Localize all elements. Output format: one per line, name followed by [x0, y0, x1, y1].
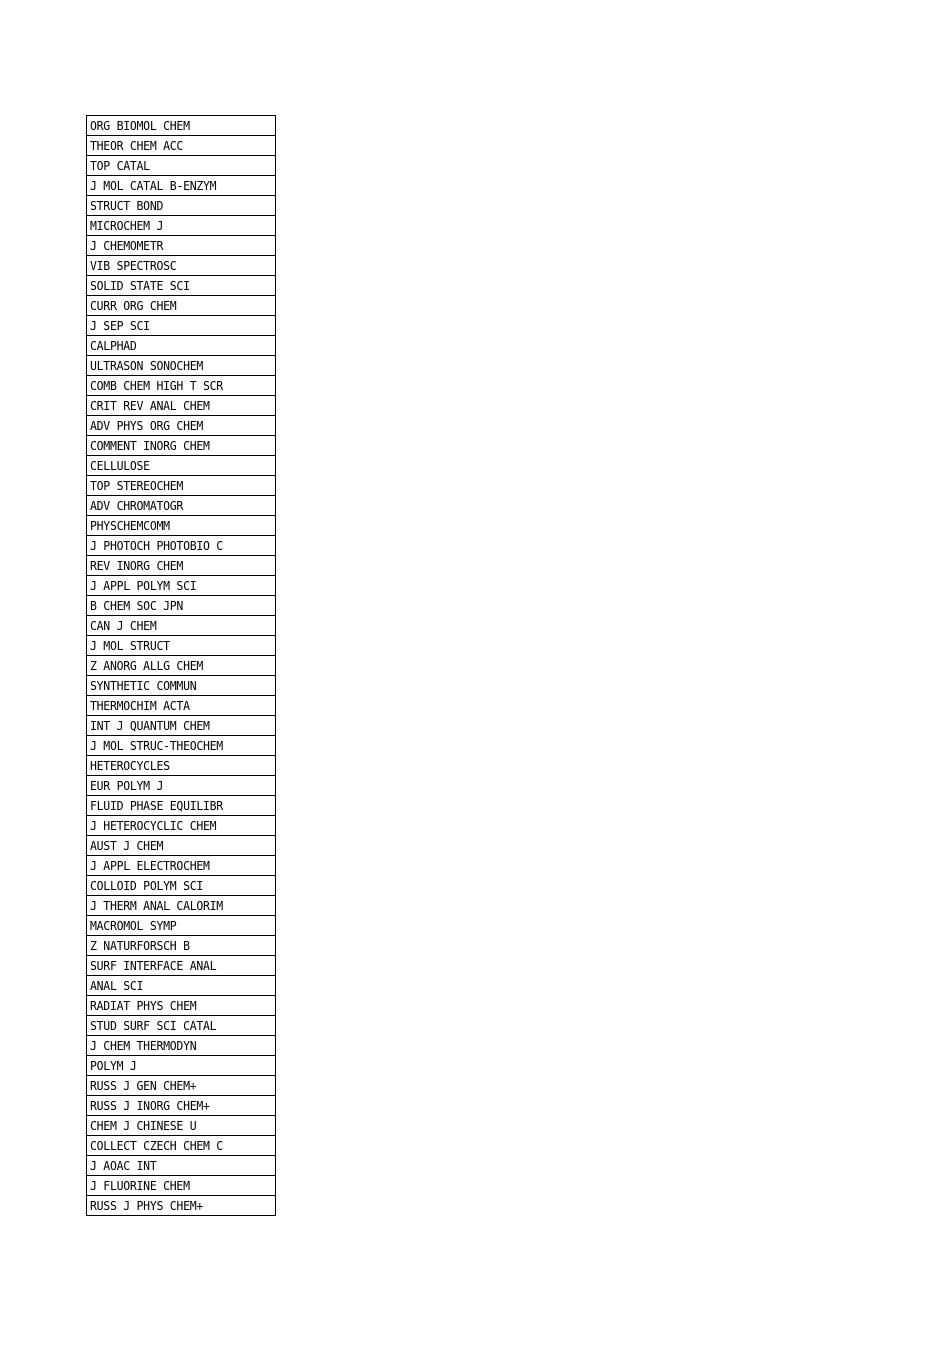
table-row[interactable] [87, 696, 275, 716]
table-row[interactable] [87, 856, 275, 876]
journal-name-cell: J MOL STRUCT [90, 638, 170, 653]
table-row[interactable] [87, 736, 275, 756]
table-row[interactable] [87, 956, 275, 976]
journal-name-cell: CELLULOSE [90, 458, 150, 473]
table-row[interactable] [87, 496, 275, 516]
journal-name-cell: VIB SPECTROSC [90, 258, 177, 273]
table-row[interactable] [87, 296, 275, 316]
table-row[interactable] [87, 416, 275, 436]
journal-name-cell: INT J QUANTUM CHEM [90, 718, 210, 733]
journal-name-cell: J FLUORINE CHEM [90, 1178, 190, 1193]
journal-name-cell: J APPL ELECTROCHEM [90, 858, 210, 873]
table-row[interactable] [87, 816, 275, 836]
journal-name-cell: Z NATURFORSCH B [90, 938, 190, 953]
table-row[interactable] [87, 756, 275, 776]
table-row[interactable] [87, 676, 275, 696]
journal-name-cell: J MOL CATAL B-ENZYM [90, 178, 217, 193]
table-row[interactable] [87, 976, 275, 996]
table-row[interactable] [87, 216, 275, 236]
table-row[interactable] [87, 896, 275, 916]
journal-name-cell: TOP CATAL [90, 158, 150, 173]
journal-name-cell: TOP STEREOCHEM [90, 478, 184, 493]
table-row[interactable] [87, 1096, 275, 1116]
journal-name-cell: ADV CHROMATOGR [90, 498, 184, 513]
journal-name-cell: J THERM ANAL CALORIM [90, 898, 223, 913]
journal-name-cell: ADV PHYS ORG CHEM [90, 418, 204, 433]
journal-name-cell: RUSS J GEN CHEM+ [90, 1078, 197, 1093]
journal-name-cell: J MOL STRUC-THEOCHEM [90, 738, 223, 753]
table-row[interactable] [87, 1156, 275, 1176]
table-row[interactable] [87, 836, 275, 856]
journal-name-cell: POLYM J [90, 1058, 137, 1073]
journal-name-cell: MICROCHEM J [90, 218, 164, 233]
table-row[interactable] [87, 116, 275, 136]
table-row[interactable] [87, 516, 275, 536]
journal-name-cell: PHYSCHEMCOMM [90, 518, 170, 533]
journal-name-cell: RADIAT PHYS CHEM [90, 998, 197, 1013]
table-row[interactable] [87, 136, 275, 156]
journal-name-cell: MACROMOL SYMP [90, 918, 177, 933]
table-row[interactable] [87, 236, 275, 256]
journal-name-cell: J HETEROCYCLIC CHEM [90, 818, 217, 833]
journal-name-cell: ANAL SCI [90, 978, 144, 993]
table-row[interactable] [87, 456, 275, 476]
journal-name-cell: COLLOID POLYM SCI [90, 878, 204, 893]
table-row[interactable] [87, 1056, 275, 1076]
journal-name-cell: FLUID PHASE EQUILIBR [90, 798, 223, 813]
table-row[interactable] [87, 1016, 275, 1036]
journal-name-cell: Z ANORG ALLG CHEM [90, 658, 204, 673]
journal-name-cell: CRIT REV ANAL CHEM [90, 398, 210, 413]
journal-name-cell: J PHOTOCH PHOTOBIO C [90, 538, 223, 553]
table-row[interactable] [87, 196, 275, 216]
table-row[interactable] [87, 256, 275, 276]
journal-name-cell: STUD SURF SCI CATAL [90, 1018, 217, 1033]
table-row[interactable] [87, 156, 275, 176]
table-row[interactable] [87, 596, 275, 616]
table-row[interactable] [87, 996, 275, 1016]
journal-name-cell: COMMENT INORG CHEM [90, 438, 210, 453]
journal-name-cell: J CHEM THERMODYN [90, 1038, 197, 1053]
table-row[interactable] [87, 796, 275, 816]
journal-table [86, 115, 276, 1216]
journal-name-cell: J CHEMOMETR [90, 238, 164, 253]
table-row[interactable] [87, 476, 275, 496]
table-row[interactable] [87, 916, 275, 936]
journal-name-cell: CALPHAD [90, 338, 137, 353]
table-row[interactable] [87, 536, 275, 556]
table-row[interactable] [87, 436, 275, 456]
journal-name-cell: THERMOCHIM ACTA [90, 698, 190, 713]
journal-name-cell: COLLECT CZECH CHEM C [90, 1138, 223, 1153]
table-row[interactable] [87, 1176, 275, 1196]
journal-name-cell: HETEROCYCLES [90, 758, 170, 773]
table-row[interactable] [87, 376, 275, 396]
journal-name-cell: COMB CHEM HIGH T SCR [90, 378, 223, 393]
journal-name-cell: REV INORG CHEM [90, 558, 184, 573]
journal-name-cell: CURR ORG CHEM [90, 298, 177, 313]
table-row[interactable] [87, 656, 275, 676]
table-row[interactable] [87, 276, 275, 296]
table-row[interactable] [87, 1036, 275, 1056]
table-row[interactable] [87, 1076, 275, 1096]
journal-name-cell: J APPL POLYM SCI [90, 578, 197, 593]
journal-name-cell: RUSS J INORG CHEM+ [90, 1098, 210, 1113]
table-row[interactable] [87, 556, 275, 576]
table-row[interactable] [87, 396, 275, 416]
journal-name-cell: AUST J CHEM [90, 838, 164, 853]
table-row[interactable] [87, 936, 275, 956]
table-row[interactable] [87, 616, 275, 636]
journal-name-cell: ORG BIOMOL CHEM [90, 118, 190, 133]
journal-name-cell: J SEP SCI [90, 318, 150, 333]
table-row[interactable] [87, 336, 275, 356]
journal-name-cell: RUSS J PHYS CHEM+ [90, 1198, 204, 1213]
table-row[interactable] [87, 776, 275, 796]
table-row[interactable] [87, 1136, 275, 1156]
table-row[interactable] [87, 1196, 275, 1216]
journal-name-cell: ULTRASON SONOCHEM [90, 358, 204, 373]
journal-name-cell: SOLID STATE SCI [90, 278, 190, 293]
table-row[interactable] [87, 716, 275, 736]
table-row[interactable] [87, 356, 275, 376]
journal-name-cell: B CHEM SOC JPN [90, 598, 184, 613]
journal-name-cell: SURF INTERFACE ANAL [90, 958, 217, 973]
table-row[interactable] [87, 636, 275, 656]
journal-name-cell: THEOR CHEM ACC [90, 138, 184, 153]
table-row[interactable] [87, 176, 275, 196]
table-row[interactable] [87, 1116, 275, 1136]
journal-name-cell: CHEM J CHINESE U [90, 1118, 197, 1133]
table-row[interactable] [87, 316, 275, 336]
journal-name-cell: CAN J CHEM [90, 618, 157, 633]
journal-name-cell: J AOAC INT [90, 1158, 157, 1173]
journal-name-cell: EUR POLYM J [90, 778, 164, 793]
journal-name-cell: SYNTHETIC COMMUN [90, 678, 197, 693]
table-row[interactable] [87, 576, 275, 596]
table-row[interactable] [87, 876, 275, 896]
journal-name-cell: STRUCT BOND [90, 198, 164, 213]
